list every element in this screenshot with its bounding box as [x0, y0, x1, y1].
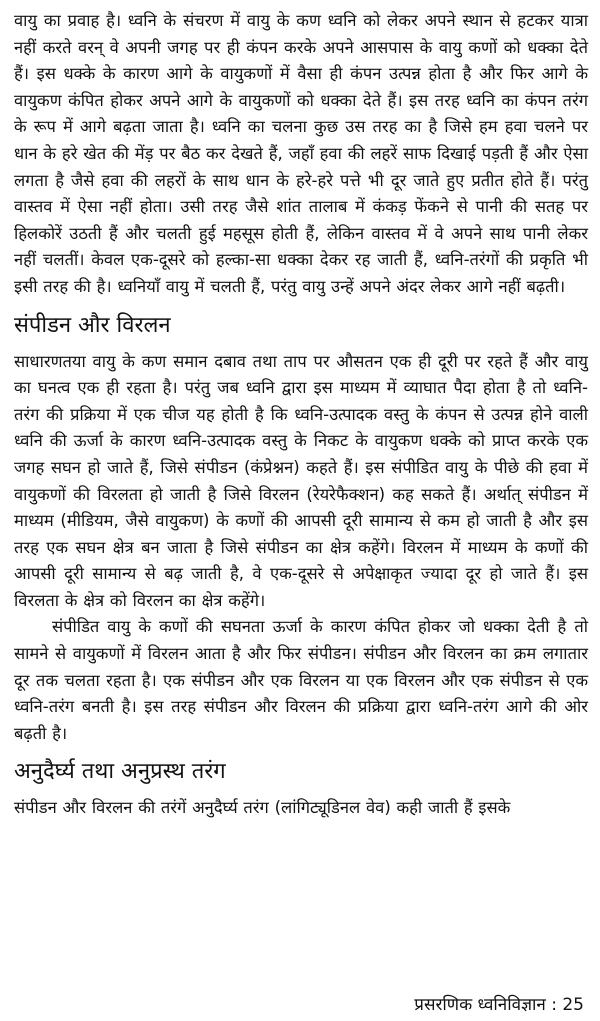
paragraph-longitudinal: संपीडन और विरलन की तरंगें अनुदैर्घ्य तरंग (लांगिट्यूडिनल वेव) कही जाती हैं इसके	[14, 798, 511, 818]
page-footer: प्रसरणिक ध्वनिविज्ञान : 25	[414, 995, 584, 1015]
paragraph-compression-cycle: संपीडित वायु के कणों की सघनता ऊर्जा के कारण कंपित होकर जो धक्का देती है तो सामने से वायुकणों में विरलन आता है और फिर संपीडन। संपीडन और विरलन का क्रम लगातार दूर तक चलता रहता है। एक संपीडन और एक विरलन या एक विरलन और एक संपीडन से एक ध्वनि-तरंग बनती है। इस तरह संपीडन और विरलन की प्रक्रिया द्वारा ध्वनि-तरंग आगे की ओर बढ़ती है।	[14, 617, 588, 743]
section-heading-longitudinal: अनुदैर्घ्य तथा अनुप्रस्थ तरंग	[14, 759, 226, 785]
paragraph-air-flow: वायु का प्रवाह है। ध्वनि के संचरण में वायु के कण ध्वनि को लेकर अपने स्थान से हटकर यात्रा नहीं करते वरन् वे अपनी जगह पर ही कंपन करके अपने आसपास के वायु कणों को धक्का देते हैं। इस धक्के के कारण आगे के वायुकणों में वैसा ही कंपन उत्पन्न होता है और फिर आगे के वायुकण कंपित होकर अपने आगे के वायुकणों को धक्का देते हैं। इस तरह ध्वनि का कंपन तरंग के रूप में आगे बढ़ता जाता है। ध्वनि का चलना कुछ उस तरह का है जिसे हम हवा चलने पर धान के हरे खेत की मेंड़ पर बैठ कर देखते हैं, जहाँ हवा की लहरें साफ दिखाई पड़ती हैं और ऐसा लगता है जैसे हवा की लहरों के साथ धान के हरे-हरे पत्ते भी दूर जाते हुए प्रतीत होते हैं। परंतु वास्तव में ऐसा नहीं होता। उसी तरह जैसे शांत तालाब में कंकड़ फेंकने से पानी की सतह पर हिलकोरें उठती हैं और चलती हुई महसूस होती हैं, लेकिन वास्तव में वे अपने साथ पानी लेकर नहीं चलतीं। केवल एक-दूसरे को हल्का-सा धक्का देकर रह जाती हैं, ध्वनि-तरंगों की प्रकृति भी इसी तरह की है। ध्वनियाँ वायु में चलती हैं, परंतु वायु उन्हें अपने अंदर लेकर आगे नहीं बढ़ती।	[14, 11, 589, 296]
paragraph-compression: साधारणतया वायु के कण समान दबाव तथा ताप पर औसतन एक ही दूरी पर रहते हैं और वायु का घनत्व एक ही रहता है। परंतु जब ध्वनि द्वारा इस माध्यम में व्याघात पैदा होता है तो ध्वनि-तरंग की प्रक्रिया में एक चीज यह होती है कि ध्वनि-उत्पादक वस्तु के कंपन से उत्पन्न होने वाली ध्वनि की ऊर्जा के कारण ध्वनि-उत्पादक वस्तु के निकट के वायुकण धक्के को प्राप्त करके एक जगह सघन हो जाते हैं, जिसे संपीडन (कंप्रेश्नन) कहते हैं। इस संपीडित वायु के पीछे की हवा में वायुकणों की विरलता हो जाती है जिसे विरलन (रेयरेफैक्शन) कह सकते हैं। अर्थात् संपीडन में माध्यम (मीडियम, जैसे वायुकण) के कणों की आपसी दूरी सामान्य से कम हो जाती है और इस तरह एक सघन क्षेत्र बन जाता है जिसे संपीडन का क्षेत्र कहेंगे। विरलन में माध्यम के कणों की आपसी दूरी सामान्य से बढ़ जाती है, वे एक-दूसरे से अपेक्षाकृत ज्यादा दूर हो जाते हैं। इस विरलता के क्षेत्र को विरलन का क्षेत्र कहेंगे।	[14, 351, 588, 610]
section-heading-compression: संपीडन और विरलन	[14, 312, 171, 338]
